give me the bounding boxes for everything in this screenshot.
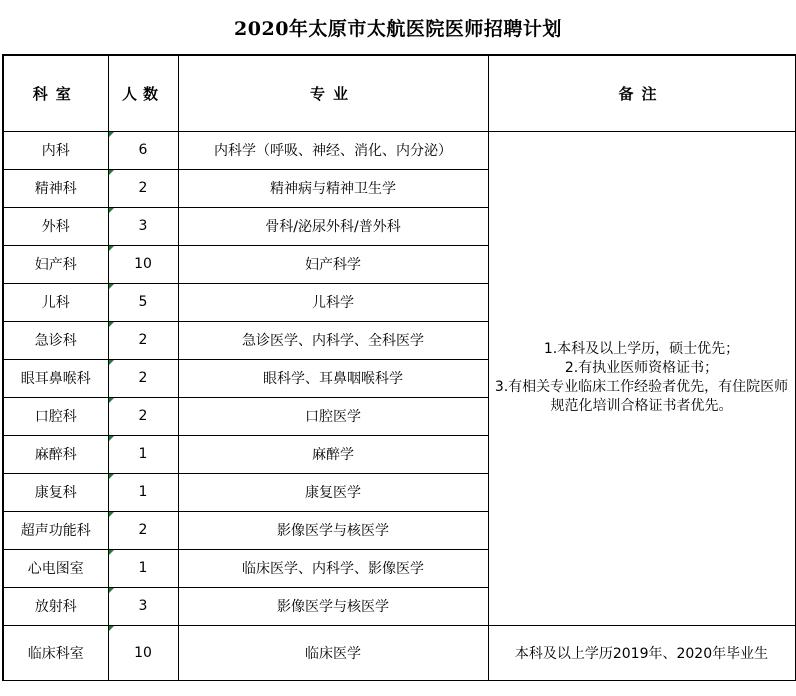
- recruitment-table: [2, 54, 796, 681]
- department-cell: 临床科室: [3, 625, 108, 680]
- table-header-row: [3, 55, 795, 131]
- notes-cell: [488, 131, 795, 625]
- count-cell: 3: [108, 207, 178, 245]
- count-cell: 10: [108, 625, 178, 680]
- major-cell: 骨科/泌尿外科/普外科: [178, 207, 488, 245]
- major-cell: 眼科学、耳鼻咽喉科学: [178, 359, 488, 397]
- department-cell: 康复科: [3, 473, 108, 511]
- major-cell: 影像医学与核医学: [178, 587, 488, 625]
- department-cell: 心电图室: [3, 549, 108, 587]
- major-cell: 儿科学: [178, 283, 488, 321]
- department-cell: 急诊科: [3, 321, 108, 359]
- major-cell: 精神病与精神卫生学: [178, 169, 488, 207]
- clinical-note-cell: 本科及以上学历2019年、2020年毕业生: [488, 625, 795, 680]
- count-cell: 2: [108, 321, 178, 359]
- count-cell: 1: [108, 473, 178, 511]
- count-cell: 2: [108, 397, 178, 435]
- department-cell: 眼耳鼻喉科: [3, 359, 108, 397]
- major-cell: 影像医学与核医学: [178, 511, 488, 549]
- header-count: 人数: [108, 55, 178, 131]
- note-line-1: 1.本科及以上学历，硕士优先；: [543, 341, 740, 357]
- department-cell: 精神科: [3, 169, 108, 207]
- major-cell: 麻醉学: [178, 435, 488, 473]
- count-cell: 5: [108, 283, 178, 321]
- count-cell: 6: [108, 131, 178, 169]
- count-cell: 3: [108, 587, 178, 625]
- note-line-2: 2.有执业医师资格证书；: [564, 360, 719, 376]
- major-cell: 内科学（呼吸、神经、消化、内分泌）: [178, 131, 488, 169]
- department-cell: 妇产科: [3, 245, 108, 283]
- department-cell: 内科: [3, 131, 108, 169]
- major-cell: 临床医学、内科学、影像医学: [178, 549, 488, 587]
- department-cell: 放射科: [3, 587, 108, 625]
- department-cell: 超声功能科: [3, 511, 108, 549]
- major-cell: 临床医学: [178, 625, 488, 680]
- table-row-clinical: [3, 625, 795, 680]
- major-cell: 康复医学: [178, 473, 488, 511]
- count-cell: 2: [108, 511, 178, 549]
- count-cell: 2: [108, 169, 178, 207]
- major-cell: 口腔医学: [178, 397, 488, 435]
- major-cell: 急诊医学、内科学、全科医学: [178, 321, 488, 359]
- note-line-3: 3.有相关专业临床工作经验者优先，有住院医师规范化培训合格证书者优先。: [494, 379, 789, 414]
- page-title: 2020年太原市太航医院医师招聘计划: [234, 17, 562, 40]
- count-cell: 2: [108, 359, 178, 397]
- department-cell: 儿科: [3, 283, 108, 321]
- header-department: 科室: [3, 55, 108, 131]
- count-cell: 10: [108, 245, 178, 283]
- table-row: [3, 131, 795, 169]
- header-notes: 备注: [488, 55, 795, 131]
- count-cell: 1: [108, 549, 178, 587]
- department-cell: 外科: [3, 207, 108, 245]
- major-cell: 妇产科学: [178, 245, 488, 283]
- department-cell: 麻醉科: [3, 435, 108, 473]
- count-cell: 1: [108, 435, 178, 473]
- header-major: 专业: [178, 55, 488, 131]
- department-cell: 口腔科: [3, 397, 108, 435]
